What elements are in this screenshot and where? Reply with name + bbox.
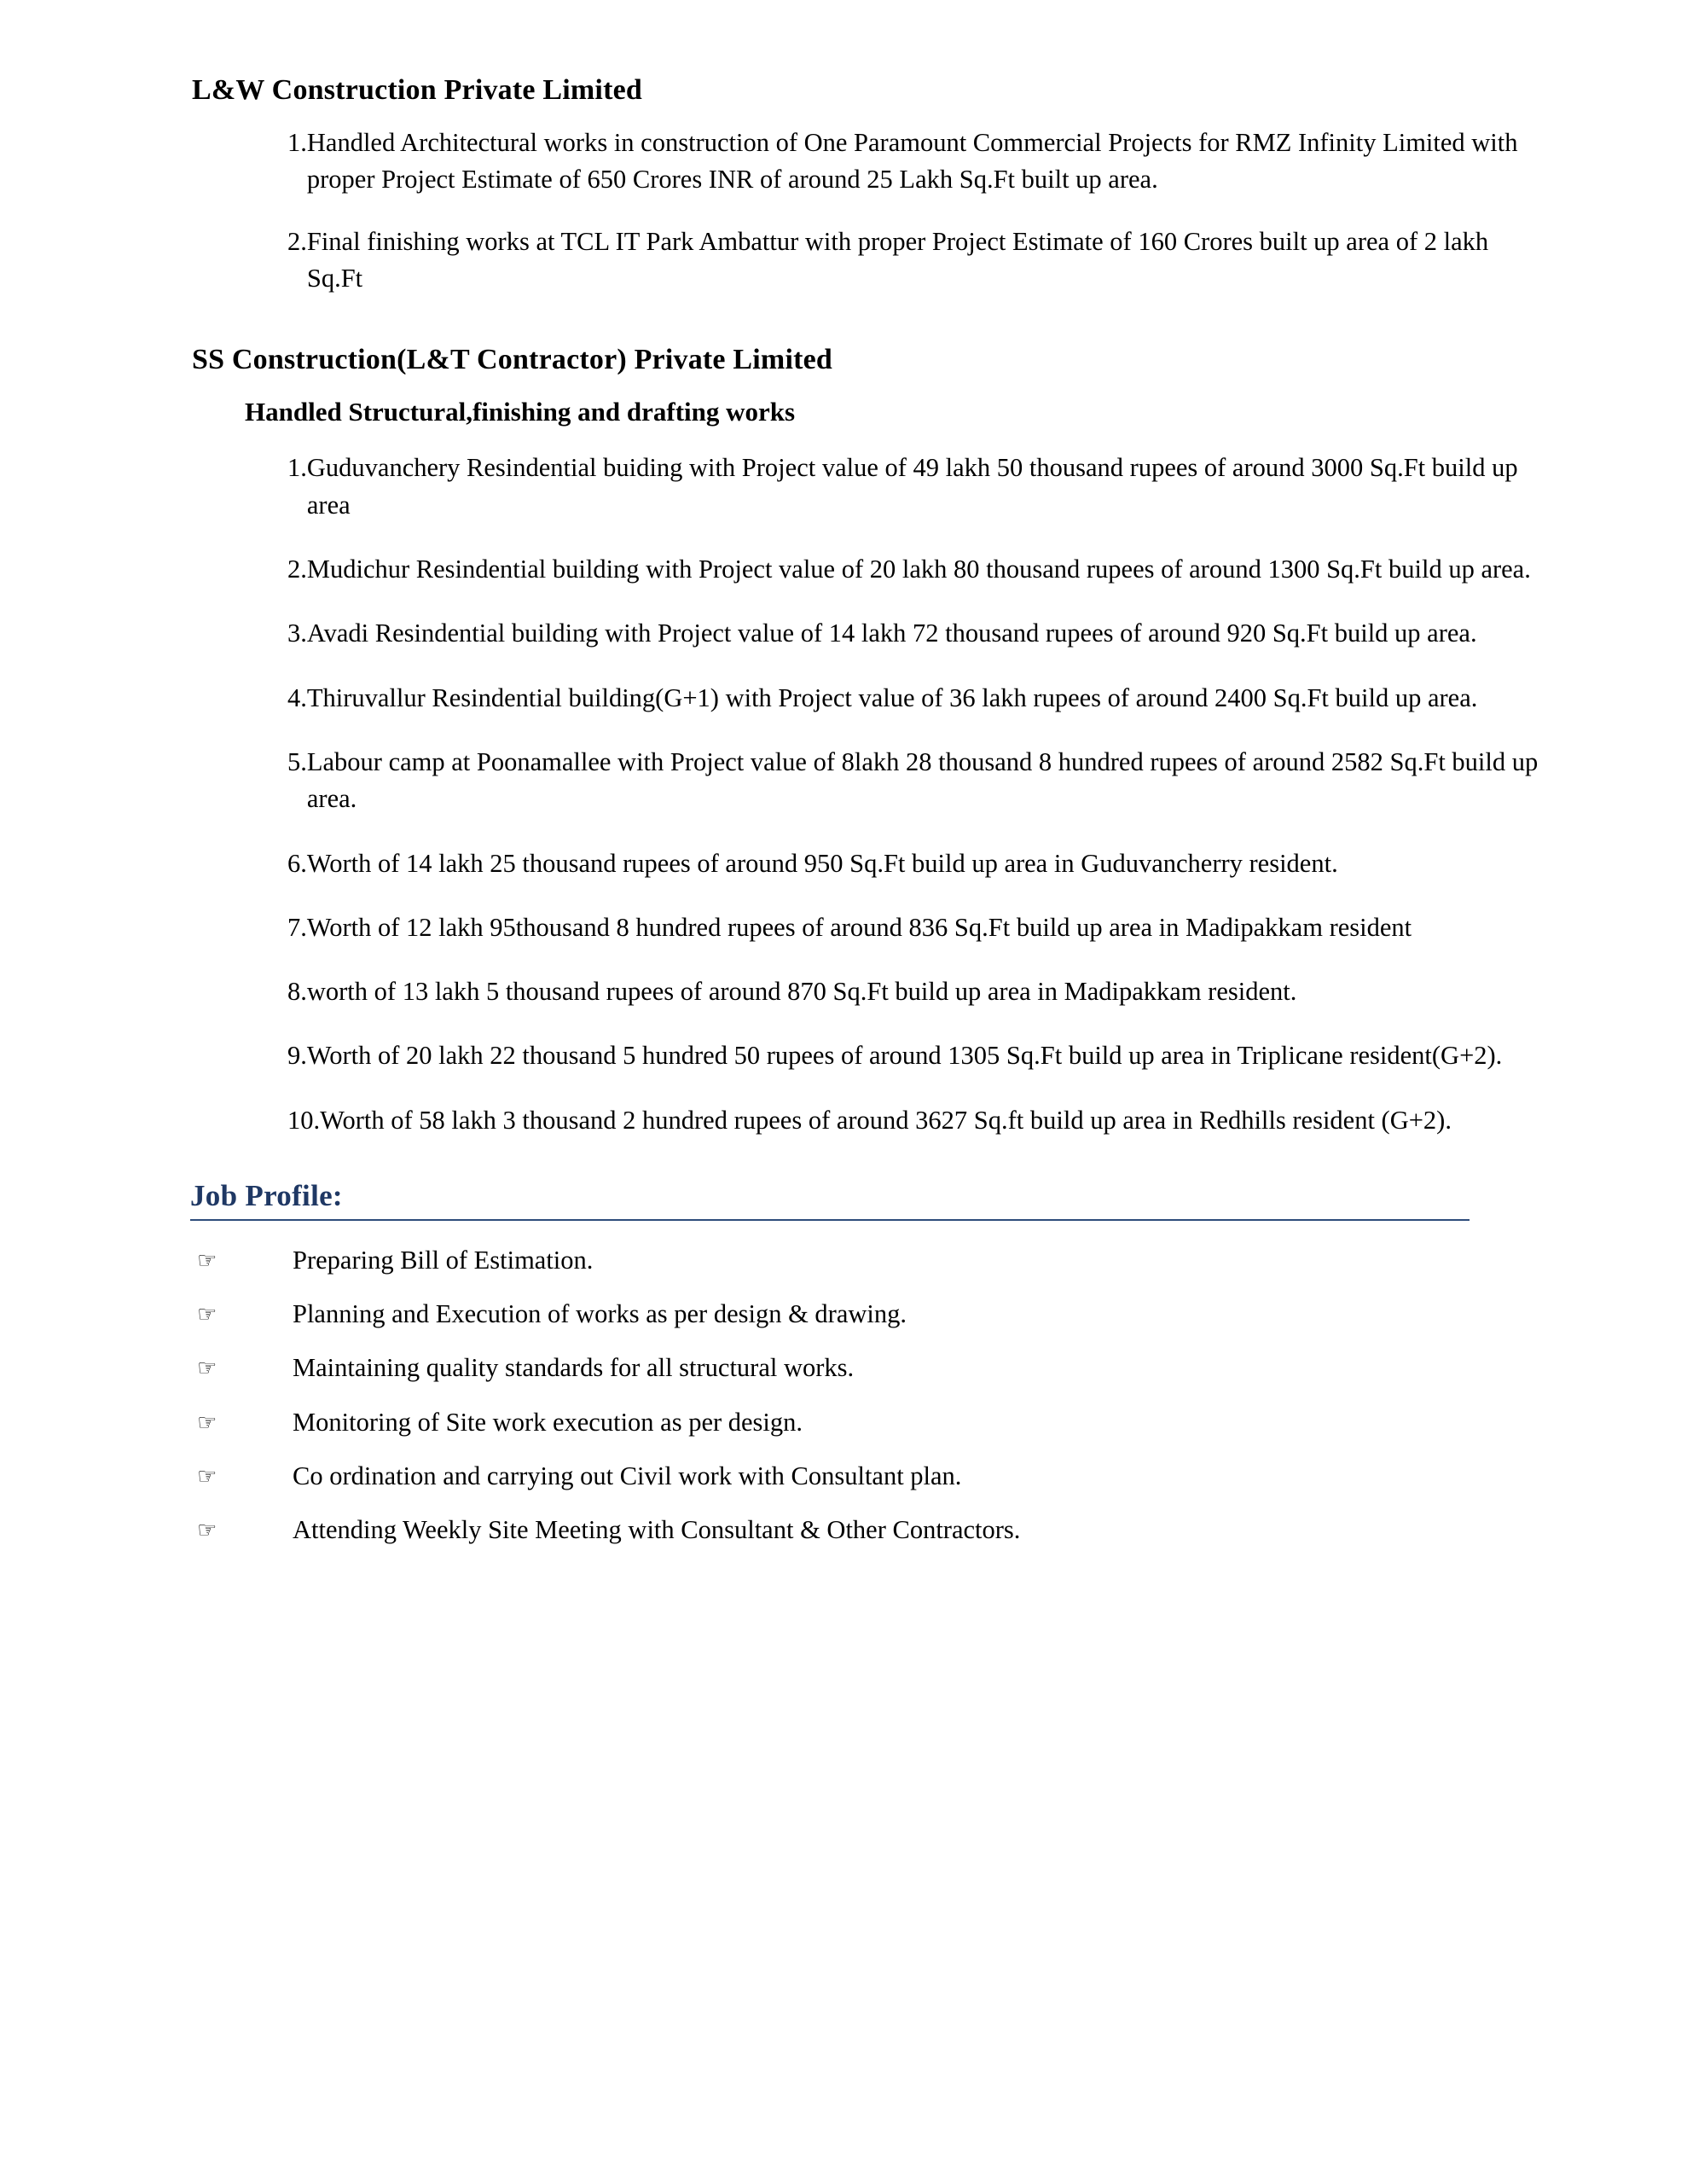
list-item-text: Worth of 20 lakh 22 thousand 5 hundred 50 rupees of around 1305 Sq.Ft build up area in Triplicane resident(G+2). (306, 1041, 1503, 1071)
list-item-number: 5. (287, 746, 307, 776)
list-item-text: worth of 13 lakh 5 thousand rupees of around 870 Sq.Ft build up area in Madipakkam resident. (306, 977, 1297, 1007)
pointing-hand-icon: ☞ (197, 1356, 217, 1382)
list-item (287, 909, 1551, 946)
list-item (192, 1405, 1576, 1440)
list-item (287, 973, 1551, 1010)
list-item-text: Thiruvallur Resindential building(G+1) with Project value of 36 lakh rupees of around 2400 Sq.Ft build up area. (306, 682, 1478, 712)
list-item-number: 2. (287, 555, 307, 584)
list-item-text: Worth of 58 lakh 3 thousand 2 hundred rupees of around 3627 Sq.ft build up area in Redhills resident (G+2). (320, 1105, 1452, 1135)
list-item-number: 6. (287, 848, 307, 878)
list-item (287, 680, 1551, 717)
list-item-text: Worth of 12 lakh 95thousand 8 hundred rupees of around 836 Sq.Ft build up area in Madipakkam resident (306, 912, 1412, 942)
job-profile-list (192, 1243, 1576, 1548)
list-item (192, 1513, 1576, 1548)
list-item (192, 1459, 1576, 1494)
list-item-number: 9. (287, 1041, 307, 1071)
pointing-hand-icon: ☞ (197, 1463, 217, 1490)
pointing-hand-icon: ☞ (197, 1248, 217, 1275)
list-item-text: Mudichur Resindential building with Project value of 20 lakh 80 thousand rupees of around 1300 Sq.Ft build up area. (306, 555, 1531, 584)
list-item-number: 7. (287, 912, 307, 942)
company-ss-project-list (287, 450, 1551, 1139)
list-item (192, 1297, 1576, 1332)
list-item (287, 1037, 1551, 1074)
list-item-text: Avadi Resindential building with Project value of 14 lakh 72 thousand rupees of around 920 Sq.Ft build up area. (306, 619, 1477, 648)
pointing-hand-icon: ☞ (197, 1409, 217, 1436)
list-item-text: Handled Architectural works in construction of One Paramount Commercial Projects for RMZ Infinity Limited with proper Project Estimate of 650 Crores INR of around 25 Lakh Sq.Ft built up area. (306, 127, 1518, 194)
list-item (287, 1102, 1551, 1139)
job-profile-section-header (190, 1178, 1470, 1221)
pointing-hand-icon: ☞ (197, 1517, 217, 1543)
company-heading-lw: L&W Construction Private Limited (192, 74, 643, 106)
pointing-hand-icon: ☞ (197, 1302, 217, 1328)
list-item (192, 1243, 1576, 1278)
list-item-number: 1. (287, 127, 307, 157)
list-item-text: Guduvanchery Resindential buiding with Project value of 49 lakh 50 thousand rupees of around 3000 Sq.Ft build up area (306, 453, 1518, 520)
list-item-label: Co ordination and carrying out Civil work with Consultant plan. (293, 1461, 962, 1490)
list-item (287, 551, 1551, 588)
list-item-number: 4. (287, 682, 307, 712)
list-item (287, 615, 1551, 652)
list-item (287, 224, 1529, 298)
company-heading-ss: SS Construction(L&T Contractor) Private Limited (192, 343, 833, 375)
list-item-label: Attending Weekly Site Meeting with Consultant & Other Contractors. (293, 1514, 1021, 1544)
list-item-text: Worth of 14 lakh 25 thousand rupees of around 950 Sq.Ft build up area in Guduvancherry resident. (306, 848, 1338, 878)
page-title: Job Profile: (190, 1179, 343, 1213)
list-item-number: 1. (287, 453, 307, 483)
list-item (287, 450, 1551, 524)
company-lw-achievement-list (287, 125, 1529, 298)
list-item (287, 845, 1551, 882)
list-item-label: Maintaining quality standards for all structural works. (293, 1353, 855, 1383)
list-item-number: 10. (287, 1105, 321, 1135)
list-item-label: Preparing Bill of Estimation. (293, 1246, 594, 1275)
list-item-text: Labour camp at Poonamallee with Project value of 8lakh 28 thousand 8 hundred rupees of around 2582 Sq.Ft build up area. (306, 746, 1539, 814)
list-item-label: Monitoring of Site work execution as per design. (293, 1407, 803, 1437)
list-item-number: 3. (287, 619, 307, 648)
list-item-number: 2. (287, 227, 307, 257)
list-item-text: Final finishing works at TCL IT Park Ambattur with proper Project Estimate of 160 Crores built up area of 2 lakh Sq.Ft (306, 227, 1489, 293)
company-ss-subheading: Handled Structural,finishing and drafting works (245, 397, 796, 427)
list-item (192, 1350, 1576, 1385)
list-item-number: 8. (287, 977, 307, 1007)
list-item-label: Planning and Execution of works as per design & drawing. (293, 1299, 907, 1329)
list-item (287, 744, 1551, 818)
list-item (287, 125, 1529, 199)
